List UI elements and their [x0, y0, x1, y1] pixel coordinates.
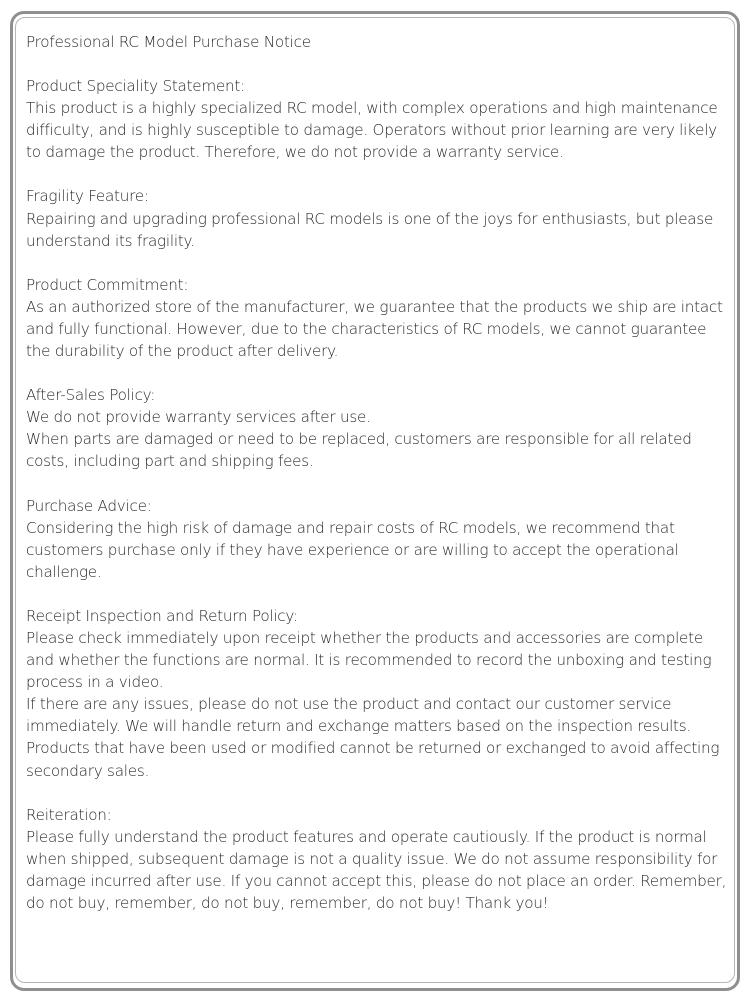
- section-heading: Purchase Advice:: [26, 496, 152, 515]
- section-heading: Product Commitment:: [26, 275, 189, 294]
- section-heading: Receipt Inspection and Return Policy:: [26, 606, 298, 625]
- section-reiteration: [26, 804, 732, 914]
- section-fragility-feature: [26, 185, 732, 251]
- section-heading: Reiteration:: [26, 805, 112, 824]
- section-paragraph: We do not provide warranty services after use.: [26, 408, 371, 427]
- section-purchase-advice: [26, 495, 732, 583]
- section-product-speciality: [26, 75, 732, 163]
- section-heading: After-Sales Policy:: [26, 386, 156, 405]
- section-paragraph: Considering the high risk of damage and repair costs of RC models, we recommend that customers purchase only if they have experience or are willing to accept the operational challenge.: [26, 518, 684, 581]
- purchase-notice: [26, 31, 732, 914]
- section-heading: Fragility Feature:: [26, 187, 149, 206]
- section-paragraph: As an authorized store of the manufacturer, we guarantee that the products we ship are intact and fully functional. However, due to the characteristics of RC models, we cannot guarantee the durability of the product after delivery.: [26, 297, 728, 361]
- section-paragraph: Please check immediately upon receipt whether the products and accessories are complete and whether the functions are normal. It is recommended to record the unboxing and testing process in a video.: [26, 628, 716, 692]
- section-heading: Product Speciality Statement:: [26, 77, 245, 96]
- notice-title: Professional RC Model Purchase Notice: [26, 33, 311, 51]
- section-paragraph: Repairing and upgrading professional RC models is one of the joys for enthusiasts, but please understand its fragility.: [26, 209, 718, 250]
- section-paragraph: If there are any issues, please do not use the product and contact our customer service immediately. We will handle return and exchange matters based on the inspection results.: [26, 695, 691, 736]
- section-paragraph: Please fully understand the product features and operate cautiously. If the product is normal when shipped, subsequent damage is not a quality issue. We do not assume responsibility for damage incurred after use. If you cannot accept this, please do not place an order. Remember, do not buy, remember, do not buy, remember, do not buy! Thank you!: [26, 827, 731, 912]
- section-paragraph: When parts are damaged or need to be replaced, customers are responsible for all related costs, including part and shipping fees.: [26, 430, 697, 471]
- section-paragraph: Products that have been used or modified cannot be returned or exchanged to avoid affecting secondary sales.: [26, 739, 724, 780]
- section-paragraph: This product is a highly specialized RC model, with complex operations and high maintenance difficulty, and is highly susceptible to damage. Operators without prior learning are very likely to damage the product. Therefore, we do not provide a warranty service.: [26, 99, 723, 162]
- section-after-sales-policy: [26, 384, 732, 472]
- section-receipt-inspection-return-policy: [26, 605, 732, 782]
- section-product-commitment: [26, 274, 732, 362]
